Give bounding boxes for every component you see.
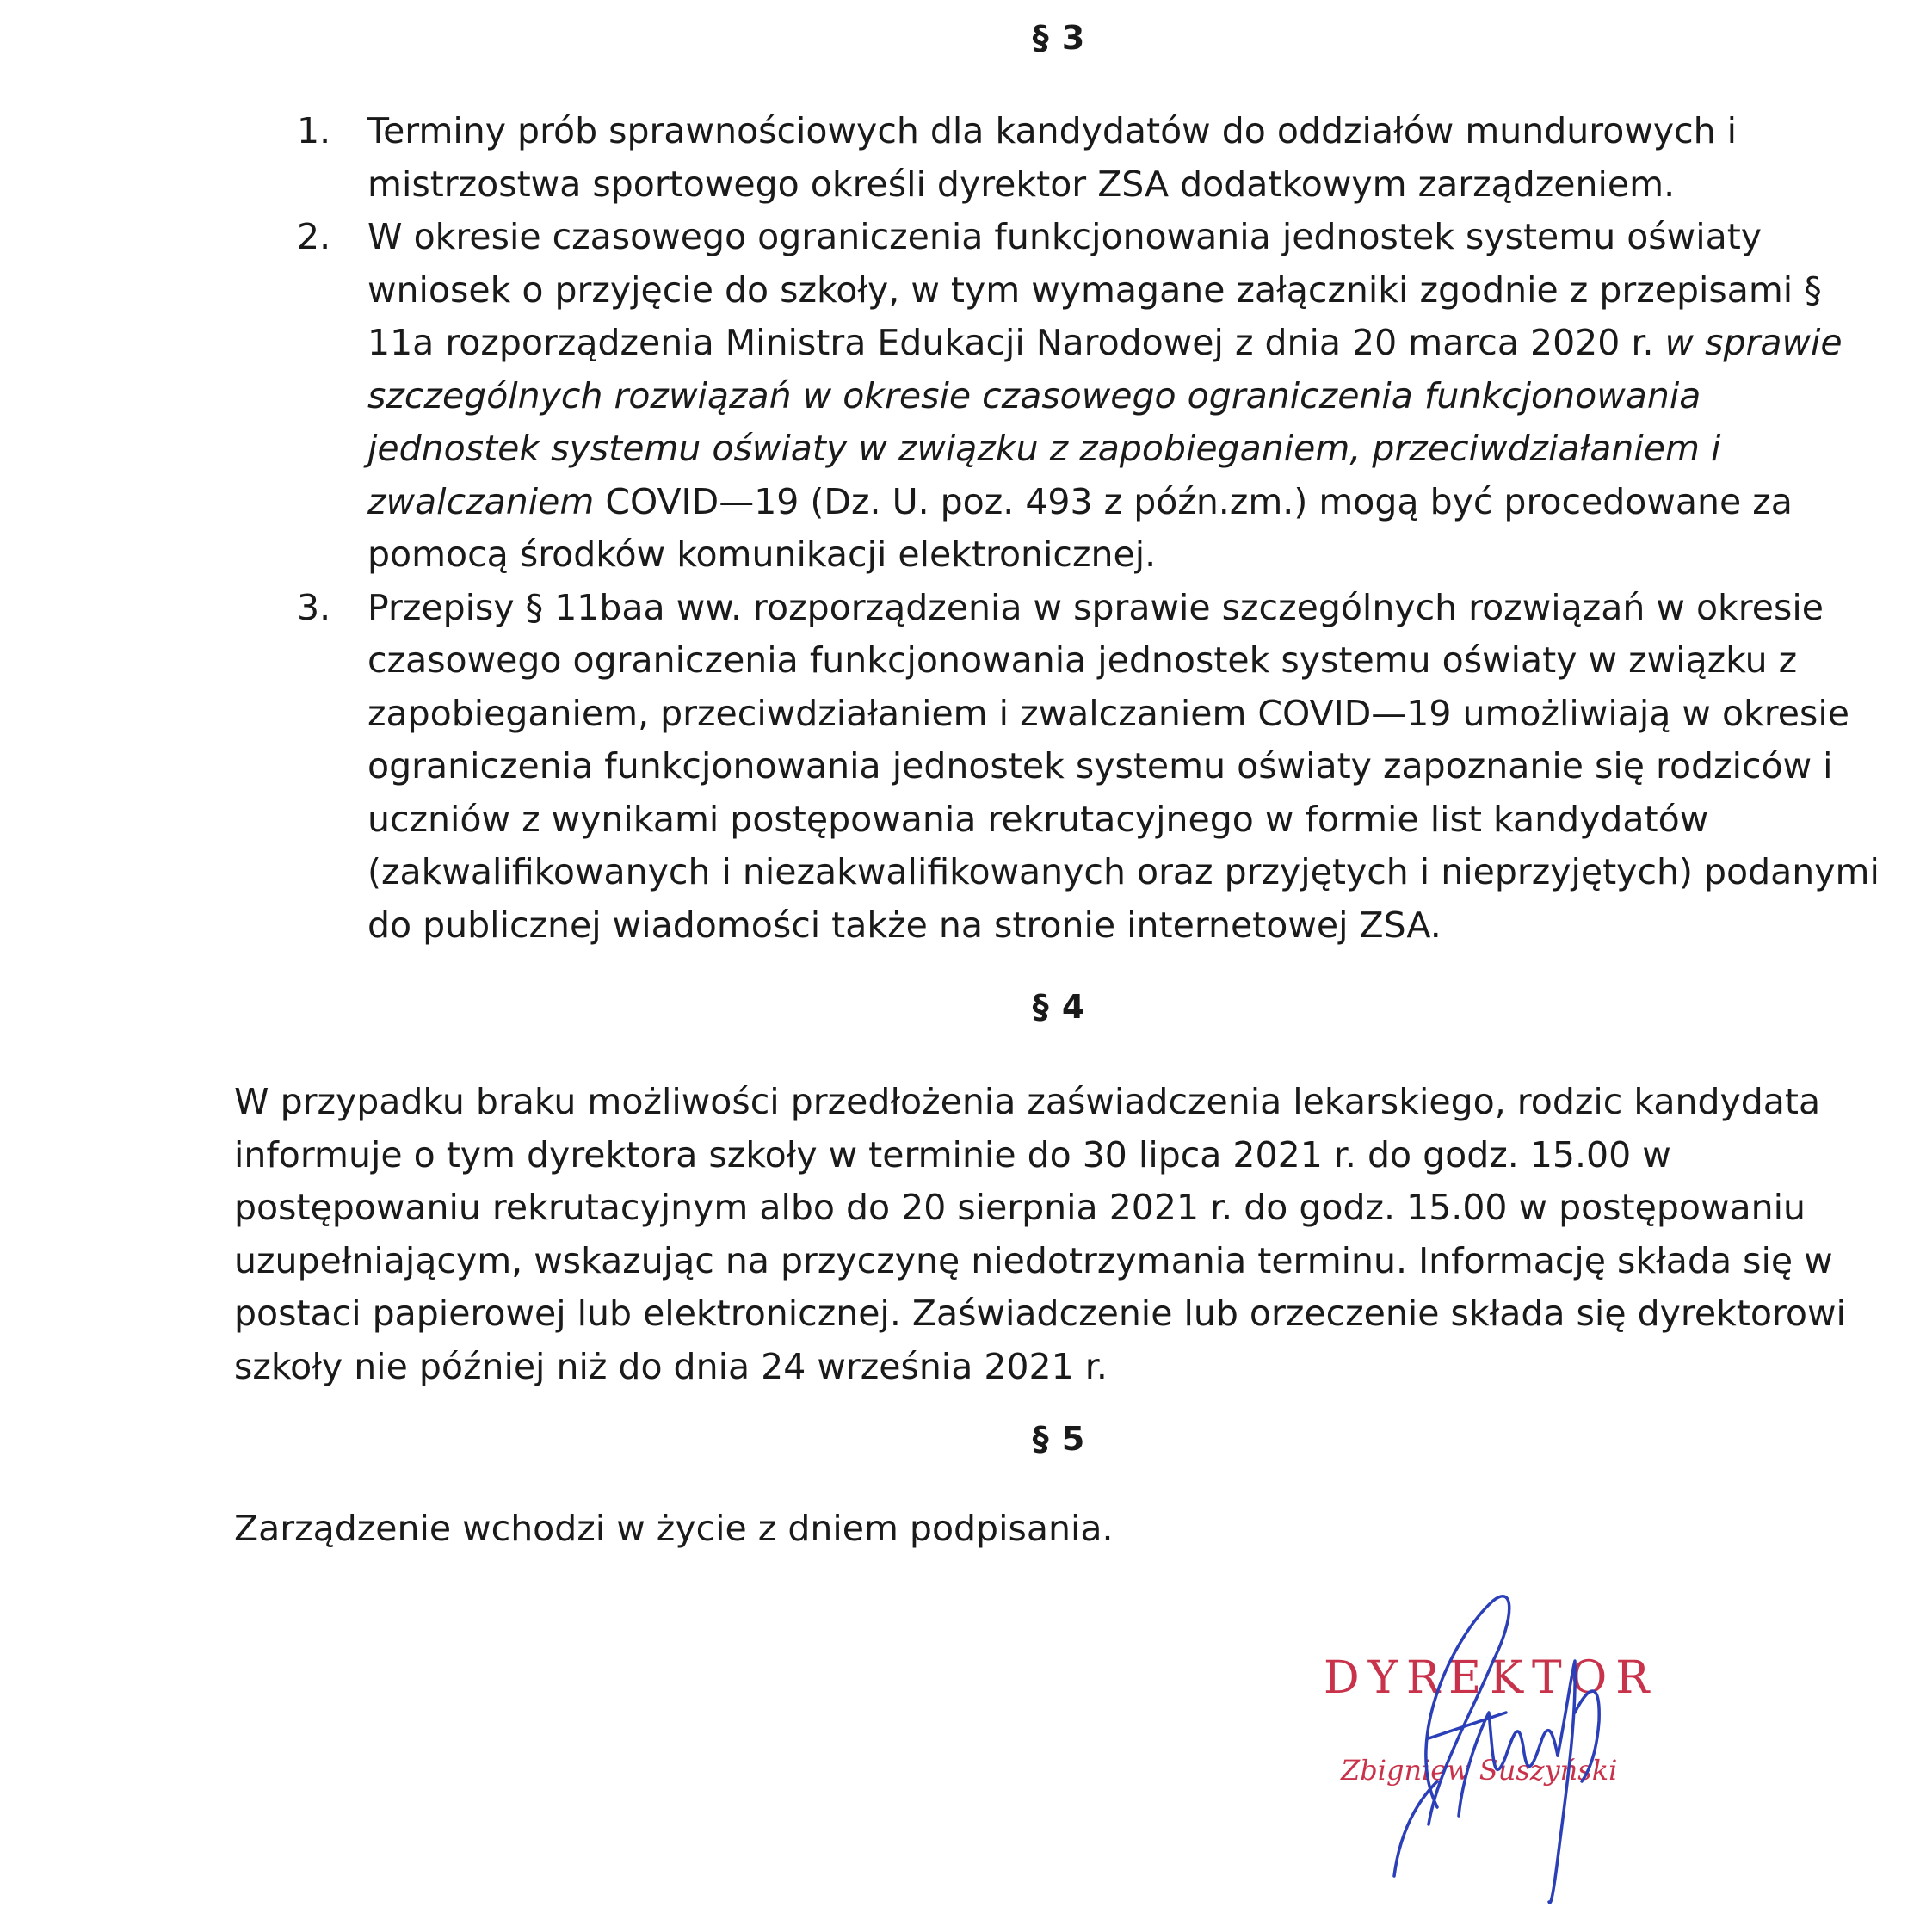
- numbered-list: [297, 105, 1880, 952]
- list-item-number: 2.: [297, 216, 331, 257]
- list-item-text-part: COVID—19 (Dz. U. poz. 493 z późn.zm.) mogą być procedowane za pomocą środków komunikacji elektronicznej.: [367, 480, 1793, 575]
- list-item-text-part: W okresie czasowego ograniczenia funkcjonowania jednostek systemu oświaty wniosek o przyjęcie do szkoły, w tym wymagane załączniki zgodnie z przepisami § 11a rozporządzenia Ministra Edukacji Narodowej z dnia 20 marca 2020 r.: [367, 216, 1822, 363]
- section-heading-5: § 5: [1032, 1420, 1086, 1458]
- handwritten-signature: [1308, 1583, 1687, 1910]
- stamp-title: DYREKTOR: [1324, 1652, 1658, 1704]
- director-stamp: [1308, 1583, 1687, 1910]
- list-item-number: 1.: [297, 110, 331, 151]
- list-item-2: [297, 211, 1880, 582]
- paragraph-section-4: W przypadku braku możliwości przedłożenia zaświadczenia lekarskiego, rodzic kandydata informuje o tym dyrektora szkoły w terminie do 30 lipca 2021 r. do godz. 15.00 w postępowaniu rekrutacyjnym albo do 20 sierpnia 2021 r. do godz. 15.00 w postępowaniu uzupełniającym, wskazując na przyczynę niedotrzymania terminu. Informację składa się w postaci papierowej lub elektronicznej. Zaświadczenie lub orzeczenie składa się dyrektorowi szkoły nie później niż do dnia 24 września 2021 r.: [234, 1081, 1846, 1387]
- list-item-text: Przepisy § 11baa ww. rozporządzenia w sprawie szczególnych rozwiązań w okresie czasowego ograniczenia funkcjonowania jednostek systemu oświaty w związku z zapobieganiem, przeciwdziałaniem i zwalczaniem COVID—19 umożliwiają w okresie ograniczenia funkcjonowania jednostek systemu oświaty zapoznanie się rodziców i uczniów z wynikami postępowania rekrutacyjnego w formie list kandydatów (zakwalifikowanych i niezakwalifikowanych oraz przyjętych i nieprzyjętych) podanymi do publicznej wiadomości także na stronie internetowej ZSA.: [367, 586, 1880, 946]
- list-item-number: 3.: [297, 586, 331, 628]
- stamp-name: Zbigniew Suszyński: [1341, 1754, 1618, 1787]
- list-item-3: [297, 582, 1880, 953]
- act-title-italic: w sprawie szczególnych rozwiązań w okresie czasowego ograniczenia funkcjonowania jednostek systemu oświaty w związku z zapobieganiem, przeciwdziałaniem i zwalczaniem: [367, 322, 1843, 522]
- section-heading-4: § 4: [1032, 988, 1086, 1026]
- list-item-text: [367, 216, 1843, 575]
- list-item-text: Terminy prób sprawnościowych dla kandydatów do oddziałów mundurowych i mistrzostwa sportowego określi dyrektor ZSA dodatkowym zarządzeniem.: [367, 110, 1738, 205]
- paragraph-section-5: Zarządzenie wchodzi w życie z dniem podpisania.: [234, 1508, 1114, 1549]
- section-heading-3: § 3: [1032, 19, 1086, 57]
- list-item-1: [297, 105, 1880, 211]
